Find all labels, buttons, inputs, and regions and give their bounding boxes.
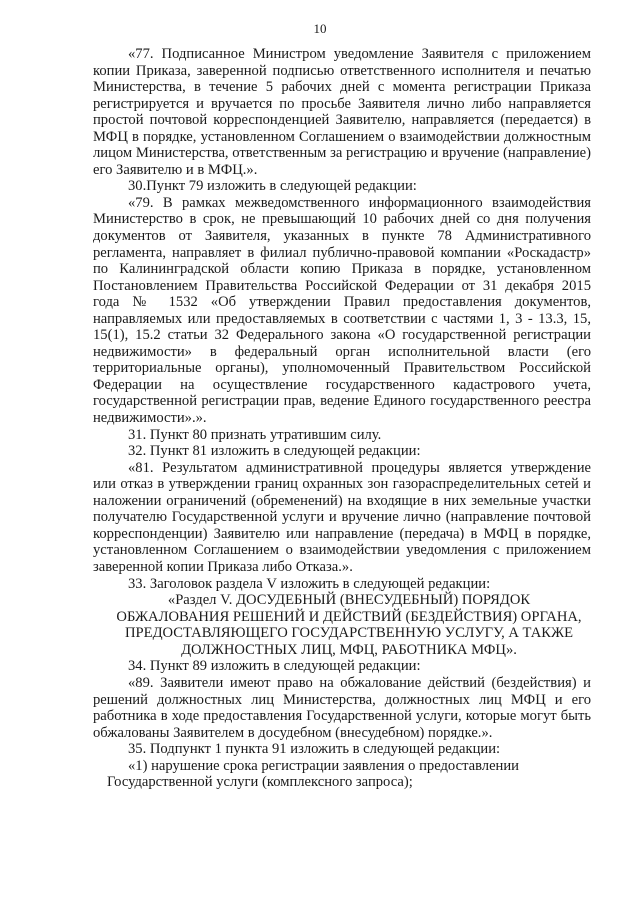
list-item-1-continuation: Государственной услуги (комплексного запроса); xyxy=(107,774,413,791)
section-heading-line-2: ОБЖАЛОВАНИЯ РЕШЕНИЙ И ДЕЙСТВИЙ (БЕЗДЕЙСТВИЯ) ОРГАНА, xyxy=(116,608,582,625)
instruction-item-31: 31. Пункт 80 признать утратившим силу. xyxy=(128,426,382,443)
section-heading-line-1: «Раздел V. ДОСУДЕБНЫЙ (ВНЕСУДЕБНЫЙ) ПОРЯДОК xyxy=(167,592,531,609)
instruction-item-34: 34. Пункт 89 изложить в следующей редакции: xyxy=(128,658,421,675)
section-heading-line-4: ДОЛЖНОСТНЫХ ЛИЦ, МФЦ, РАБОТНИКА МФЦ». xyxy=(181,641,517,658)
paragraph-89: «89. Заявители имеют право на обжалование действий (бездействия) и решений должностных лиц Министерства, должностных лиц МФЦ и его работника в ходе предоставления Государственной услуги, которые могут быть обжалованы Заявителем в досудебном (внесудебном) порядке.». xyxy=(93,674,591,741)
paragraph-81: «81. Результатом административной процедуры является утверждение или отказ в утверждении границ охранных зон газораспределительных сетей и наложении ограничений (обременений) на входящие в них земельные участки получателю Государственной услуги и вручение лично (направление почтовой корреспонденции) Заявителю или направление (передача) в МФЦ в порядке, установленном Соглашением о взаимодействии уведомления с приложением заверенной копии Приказа либо Отказа.». xyxy=(93,459,591,575)
section-heading-line-3: ПРЕДОСТАВЛЯЮЩЕГО ГОСУДАРСТВЕННУЮ УСЛУГУ, А ТАКЖЕ xyxy=(125,625,573,642)
paragraph-79: «79. В рамках межведомственного информационного взаимодействия Министерство в срок, не превышающий 10 рабочих дней со дня получения документов от Заявителя, указанных в пункте 78 Административного регламента, направляет в филиал публично-правовой компании «Роскадастр» по Калининградской области копию Приказа в порядке, установленном Постановлением Правительства Российской Федерации от 31 декабря 2015 года № 1532 «Об утверждении Правил предоставления документов, направляемых или предоставляемых в соответствии с частями 1, 3 - 13.3, 15, 15(1), 15.2 статьи 32 Федерального закона «О государственной регистрации недвижимости» в федеральный орган исполнительной власти (его территориальные органы), уполномоченный Правительством Российской Федерации на осуществление государственного кадастрового учета, государственной регистрации прав, ведение Единого государственного реестра недвижимости».». xyxy=(93,194,591,427)
document-body xyxy=(93,46,591,791)
instruction-item-30: 30.Пункт 79 изложить в следующей редакции: xyxy=(128,178,417,195)
instruction-item-32: 32. Пункт 81 изложить в следующей редакции: xyxy=(128,443,421,460)
page-number: 10 xyxy=(313,21,327,36)
list-item-1: «1) нарушение срока регистрации заявления о предоставлении xyxy=(128,757,519,774)
section-heading xyxy=(93,592,591,658)
instruction-item-33: 33. Заголовок раздела V изложить в следующей редакции: xyxy=(128,575,491,592)
instruction-item-35: 35. Подпункт 1 пункта 91 изложить в следующей редакции: xyxy=(128,741,501,758)
paragraph-77: «77. Подписанное Министром уведомление Заявителя с приложением копии Приказа, заверенной подписью ответственного исполнителя и печатью Министерства, в течение 5 рабочих дней с момента регистрации Приказа регистрируется и вручается по просьбе Заявителя лично либо направляется простой почтовой корреспонденцией Заявителю, направляется (передается) в МФЦ в порядке, установленном Соглашением о взаимодействии должностным лицом Министерства, ответственным за регистрацию и вручение (направление) его Заявителю и в МФЦ.». xyxy=(93,46,591,178)
